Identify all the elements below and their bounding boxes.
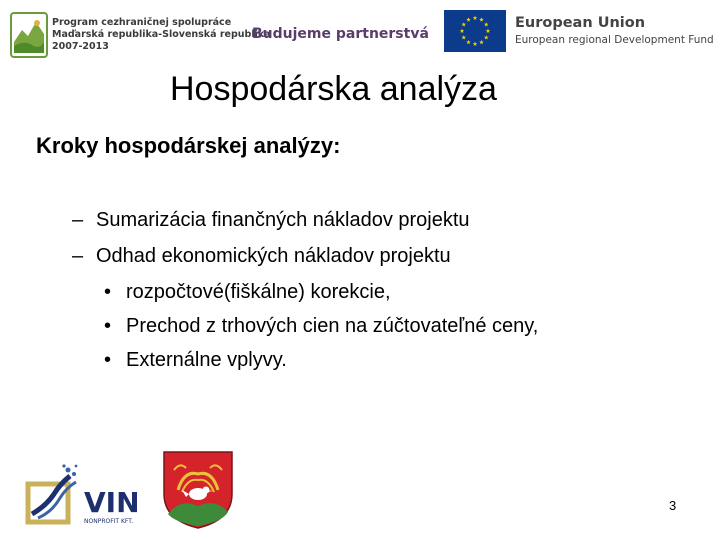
list-item-text: Odhad ekonomických nákladov projektu xyxy=(96,245,451,267)
coat-of-arms-icon xyxy=(162,450,234,530)
sub-list-item-text: rozpočtové(fiškálne) korekcie, xyxy=(126,281,391,303)
program-name-line3: 2007-2013 xyxy=(52,41,109,52)
sub-list-item-marker: • xyxy=(104,281,112,303)
program-logo xyxy=(10,12,48,58)
list-item xyxy=(72,208,470,232)
sub-list-item-marker: • xyxy=(104,315,112,337)
eu-fund: European regional Development Fund xyxy=(515,34,714,46)
vin-logo-text: VIN xyxy=(84,486,140,519)
vin-logo xyxy=(24,462,144,532)
list-item-marker: – xyxy=(72,245,84,267)
eu-flag xyxy=(444,10,506,52)
list-item-marker: – xyxy=(72,209,84,231)
slide-subtitle: Kroky hospodárskej analýzy: xyxy=(36,133,341,158)
list-item xyxy=(72,244,451,268)
eu-name: European Union xyxy=(515,15,646,31)
program-logo-icon xyxy=(10,12,48,58)
sub-list-item-marker: • xyxy=(104,349,112,371)
slide-title: Hospodárska analýza xyxy=(170,70,497,108)
sub-list-item xyxy=(104,280,391,304)
program-name-line2: Maďarská republika-Slovenská republika xyxy=(52,29,271,40)
program-name-line1: Program cezhraničnej spolupráce xyxy=(52,17,232,28)
coat-of-arms xyxy=(162,450,234,530)
program-name xyxy=(52,17,271,53)
sub-list-item xyxy=(104,314,538,338)
eu-flag-icon xyxy=(444,10,506,52)
page-number: 3 xyxy=(669,498,677,513)
sub-list-item-text: Prechod z trhových cien na zúčtovateľné ceny, xyxy=(126,315,539,337)
slogan: Budujeme partnerstvá xyxy=(252,26,429,42)
vin-logo-sub: NONPROFIT KFT. xyxy=(84,518,134,525)
list-item-text: Sumarizácia finančných nákladov projektu xyxy=(96,209,470,231)
vin-logo-icon xyxy=(24,462,144,532)
sub-list-item-text: Externálne vplyvy. xyxy=(126,349,287,371)
sub-list-item xyxy=(104,348,287,372)
